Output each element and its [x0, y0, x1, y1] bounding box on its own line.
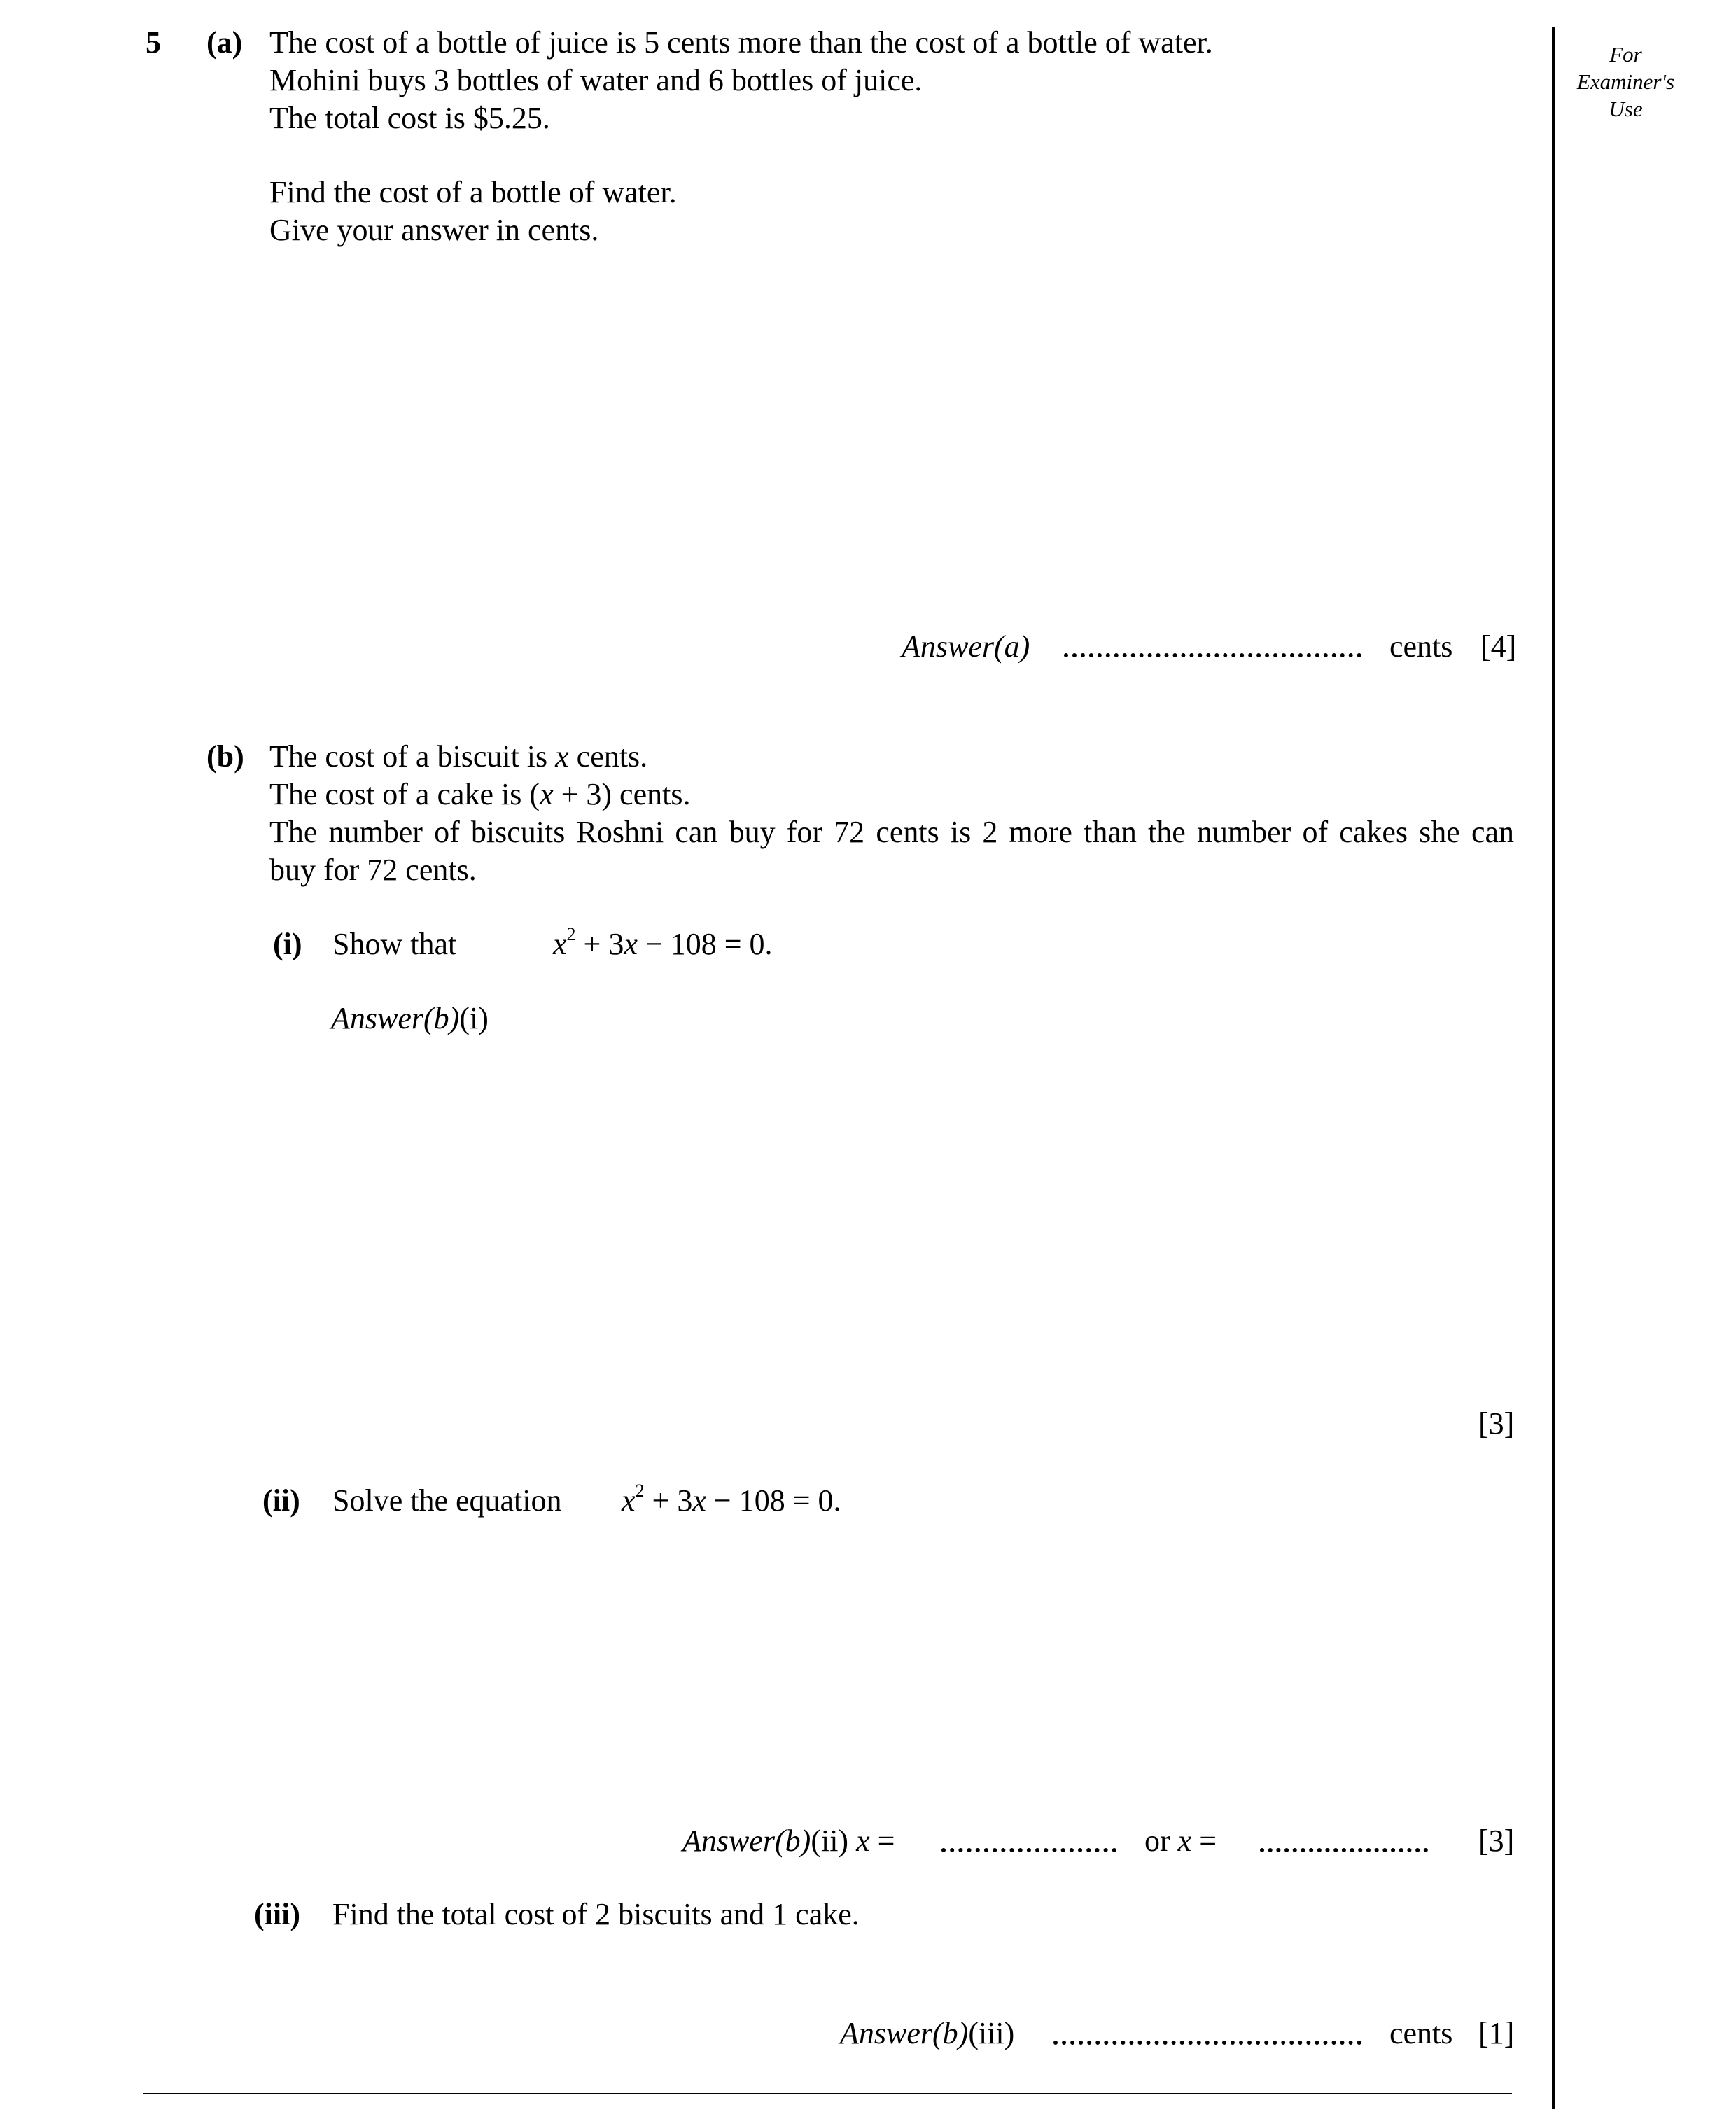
examiner-margin-rule [1552, 27, 1555, 2109]
part-b-line-1-post: cents. [568, 739, 648, 774]
part-b-label: (b) [206, 739, 244, 774]
question-number: 5 [146, 25, 161, 60]
eq-i-rest-pre: + 3 [575, 927, 624, 961]
examiner-label-line2: Examiner's [1576, 69, 1675, 94]
answer-a-unit: cents [1390, 629, 1453, 664]
answer-b-i-label-italic: Answer(b) [331, 1001, 460, 1035]
part-b-iii-label: (iii) [254, 1897, 300, 1931]
answer-b-ii-label-italic: Answer(b) [682, 1824, 811, 1858]
answer-b-ii-label [682, 1822, 895, 1860]
part-b-iii-text: Find the total cost of 2 biscuits and 1 cake. [332, 1897, 860, 1931]
part-b-ii-text: Solve the equation [332, 1483, 562, 1518]
answer-b-ii-or-text: or [1144, 1824, 1178, 1858]
part-b-i-marks: [3] [1478, 1406, 1515, 1441]
eq-i-var: x [553, 927, 567, 961]
answer-a-line[interactable] [1064, 653, 1362, 657]
examiner-label-line3: Use [1609, 97, 1643, 121]
part-b-ii-label: (ii) [262, 1483, 300, 1518]
part-b-line-1 [270, 738, 648, 776]
answer-b-iii-label-italic: Answer(b) [840, 2016, 969, 2050]
part-b-i-text: Show that [332, 927, 457, 961]
answer-b-ii-line-1[interactable] [941, 1848, 1116, 1852]
part-b-line-3: The number of biscuits Roshni can buy for 72 cents is 2 more than the number of cakes she can [270, 815, 1514, 849]
answer-b-iii-unit: cents [1390, 2016, 1453, 2050]
answer-b-ii-or-var: x [1177, 1824, 1192, 1858]
part-b-line-1-pre: The cost of a biscuit is [270, 739, 556, 774]
eq-i-rest: − 108 = 0. [637, 927, 773, 961]
part-b-ii-equation [622, 1482, 841, 1520]
eq-i-power: 2 [566, 924, 576, 945]
part-b-iii-marks: [1] [1478, 2016, 1515, 2050]
answer-b-iii-line[interactable] [1054, 2041, 1362, 2045]
page-bottom-rule [144, 2093, 1512, 2094]
part-b-line-2-var: x [540, 777, 554, 811]
part-b-line-1-var: x [555, 739, 569, 774]
eq-ii-rest: − 108 = 0. [706, 1483, 841, 1518]
examiner-label-line1: For [1609, 42, 1642, 67]
part-a-line-3: The total cost is $5.25. [270, 101, 550, 135]
examiner-use-label [1564, 41, 1687, 123]
answer-b-ii-label-plain: (ii) [811, 1824, 857, 1858]
part-a-line-4: Find the cost of a bottle of water. [270, 175, 677, 209]
answer-a-marks: [4] [1480, 629, 1517, 664]
part-b-ii-marks: [3] [1478, 1824, 1515, 1858]
part-a-line-1: The cost of a bottle of juice is 5 cents more than the cost of a bottle of water. [270, 25, 1213, 60]
eq-ii-var2: x [692, 1483, 706, 1518]
answer-b-ii-or-eq: = [1191, 1824, 1217, 1858]
answer-b-ii-eq: = [869, 1824, 895, 1858]
answer-b-i-label [331, 1000, 489, 1037]
answer-b-iii-label-plain: (iii) [968, 2016, 1015, 2050]
answer-b-ii-or [1144, 1822, 1217, 1860]
answer-a-label: Answer(a) [902, 629, 1030, 664]
eq-ii-rest-pre: + 3 [644, 1483, 693, 1518]
part-b-line-2-post: + 3) cents. [553, 777, 691, 811]
part-b-line-2 [270, 776, 690, 813]
answer-b-iii-label [840, 2015, 1014, 2052]
answer-b-i-label-plain: (i) [459, 1001, 489, 1035]
answer-b-ii-var: x [856, 1824, 870, 1858]
part-b-i-equation [553, 925, 773, 963]
part-b-line-2-pre: The cost of a cake is ( [270, 777, 540, 811]
part-a-line-5: Give your answer in cents. [270, 213, 599, 247]
part-b-i-label: (i) [273, 927, 302, 961]
eq-i-var2: x [624, 927, 638, 961]
eq-ii-var: x [622, 1483, 636, 1518]
part-b-line-4: buy for 72 cents. [270, 853, 477, 887]
answer-b-ii-line-2[interactable] [1260, 1848, 1428, 1852]
part-a-label: (a) [206, 25, 243, 60]
part-a-line-2: Mohini buys 3 bottles of water and 6 bottles of juice. [270, 63, 923, 97]
eq-ii-power: 2 [635, 1481, 645, 1502]
